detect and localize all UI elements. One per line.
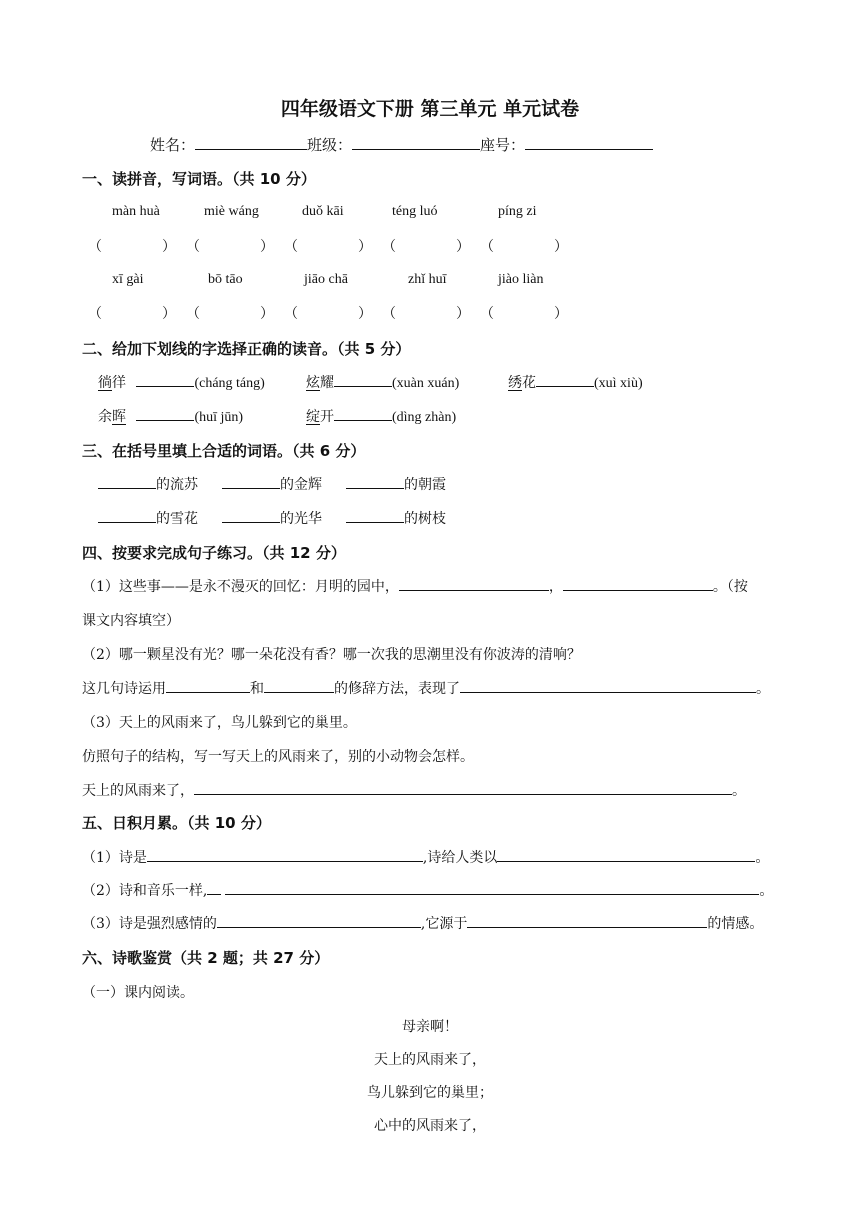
pinyin: téng luó — [392, 204, 438, 219]
section-1-heading: 一、读拼音，写词语。（共 10 分） — [82, 170, 316, 188]
poem-line: 天上的风雨来了， — [374, 1052, 486, 1068]
section-6-heading: 六、诗歌鉴赏（共 2 题；共 27 分） — [82, 949, 330, 967]
answer-blank[interactable] — [563, 576, 713, 591]
pinyin: xī gài — [112, 272, 144, 287]
poem-line: 母亲啊！ — [402, 1019, 458, 1035]
answer-box[interactable]: （ ） — [88, 306, 176, 322]
answer-box[interactable]: （ ） — [480, 239, 568, 255]
student-info-line — [150, 134, 653, 155]
answer-blank[interactable] — [207, 880, 221, 895]
answer-blank[interactable] — [222, 508, 280, 523]
answer-blank[interactable] — [536, 372, 594, 387]
pinyin: jiāo chā — [304, 272, 348, 287]
page-title: 四年级语文下册 第三单元 单元试卷 — [280, 98, 580, 120]
pinyin: bō tāo — [208, 272, 243, 287]
fill-item: 的流苏 — [98, 474, 198, 494]
answer-blank[interactable] — [166, 678, 250, 693]
pinyin: màn huà — [112, 204, 160, 219]
poem-line: 心中的风雨来了， — [374, 1118, 486, 1134]
question-4-2-answer: 这几句诗运用 和 的修辞方法，表现了 。 — [82, 678, 770, 698]
pinyin: zhǐ huī — [408, 272, 447, 287]
answer-box[interactable]: （ ） — [480, 306, 568, 322]
answer-blank[interactable] — [334, 406, 392, 421]
fill-item: 的朝霞 — [346, 474, 446, 494]
answer-blank[interactable] — [147, 847, 423, 862]
name-label: 姓名： — [150, 136, 196, 154]
name-blank[interactable] — [195, 134, 307, 150]
pinyin: píng zi — [498, 204, 537, 219]
question-5-1: （1）诗是 ,诗给人类以 。 — [82, 847, 769, 867]
question-4-2: （2）哪一颗星没有光？哪一朵花没有香？哪一次我的思潮里没有你波涛的清响？ — [82, 647, 581, 663]
answer-blank[interactable] — [225, 880, 759, 895]
question-5-3: （3）诗是强烈感情的 ,它源于 的情感。 — [82, 913, 763, 933]
answer-blank[interactable] — [194, 780, 732, 795]
question-4-1-cont: 课文内容填空） — [82, 613, 180, 629]
answer-parens-row-2 — [88, 303, 578, 323]
answer-box[interactable]: （ ） — [88, 239, 176, 255]
section-2-heading: 二、给加下划线的字选择正确的读音。（共 5 分） — [82, 340, 411, 358]
answer-blank[interactable] — [399, 576, 549, 591]
answer-box[interactable]: （ ） — [284, 239, 372, 255]
answer-blank[interactable] — [497, 847, 755, 862]
answer-box[interactable]: （ ） — [186, 239, 274, 255]
question-5-2: （2）诗和音乐一样, 。 — [82, 880, 773, 900]
reading-item: 绣花 (xuì xiù) — [508, 372, 643, 392]
answer-blank[interactable] — [222, 474, 280, 489]
question-4-1: （1）这些事——是永不漫灭的回忆：月明的园中， ， 。（按 — [82, 576, 748, 596]
answer-blank[interactable] — [346, 508, 404, 523]
answer-blank[interactable] — [136, 406, 194, 421]
answer-parens-row-1 — [88, 236, 578, 256]
poem-line: 鸟儿躲到它的巢里； — [367, 1085, 493, 1101]
question-4-3-instruction: 仿照句子的结构，写一写天上的风雨来了，别的小动物会怎样。 — [82, 749, 474, 765]
answer-box[interactable]: （ ） — [382, 239, 470, 255]
seat-blank[interactable] — [525, 134, 653, 150]
subsection-heading: （一）课内阅读。 — [82, 985, 194, 1001]
answer-blank[interactable] — [264, 678, 334, 693]
answer-box[interactable]: （ ） — [382, 306, 470, 322]
reading-item: 余晖 (huī jūn) — [98, 406, 243, 426]
pinyin: miè wáng — [204, 204, 259, 219]
section-3-heading: 三、在括号里填上合适的词语。（共 6 分） — [82, 442, 366, 460]
answer-blank[interactable] — [346, 474, 404, 489]
class-label: 班级： — [307, 136, 353, 154]
underlined-char: 绽 — [306, 409, 320, 425]
fill-item: 的树枝 — [346, 508, 446, 528]
underlined-char: 绣 — [508, 375, 522, 391]
fill-item: 的金辉 — [222, 474, 322, 494]
pinyin: jiào liàn — [498, 272, 544, 287]
answer-blank[interactable] — [98, 508, 156, 523]
answer-box[interactable]: （ ） — [186, 306, 274, 322]
answer-blank[interactable] — [136, 372, 194, 387]
underlined-char: 晖 — [112, 409, 126, 425]
underlined-char: 徜 — [98, 375, 112, 391]
answer-blank[interactable] — [98, 474, 156, 489]
seat-label: 座号： — [480, 136, 526, 154]
reading-item: 徜徉 (cháng táng) — [98, 372, 265, 392]
fill-item: 的光华 — [222, 508, 322, 528]
question-4-3-answer: 天上的风雨来了， 。 — [82, 780, 746, 800]
answer-blank[interactable] — [460, 678, 756, 693]
fill-item: 的雪花 — [98, 508, 198, 528]
reading-item: 绽开 (dìng zhàn) — [306, 406, 456, 426]
answer-blank[interactable] — [334, 372, 392, 387]
answer-box[interactable]: （ ） — [284, 306, 372, 322]
section-5-heading: 五、日积月累。（共 10 分） — [82, 814, 271, 832]
answer-blank[interactable] — [467, 913, 707, 928]
class-blank[interactable] — [352, 134, 480, 150]
section-4-heading: 四、按要求完成句子练习。（共 12 分） — [82, 544, 346, 562]
reading-item: 炫耀 (xuàn xuán) — [306, 372, 459, 392]
answer-blank[interactable] — [217, 913, 421, 928]
underlined-char: 炫 — [306, 375, 320, 391]
pinyin: duǒ kāi — [302, 204, 344, 219]
question-4-3: （3）天上的风雨来了，鸟儿躲到它的巢里。 — [82, 715, 357, 731]
